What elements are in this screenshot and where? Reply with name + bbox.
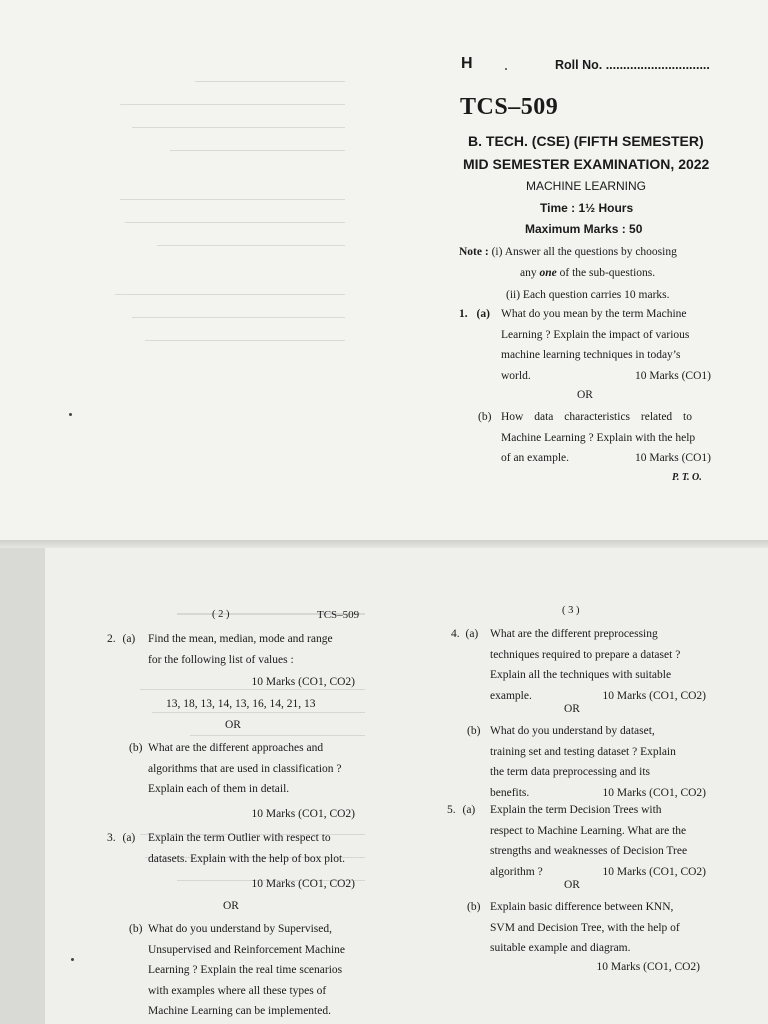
q2a-part: (a) — [122, 633, 136, 645]
q5a-part: (a) — [462, 804, 476, 816]
q2b-line-3: Explain each of them in detail. — [148, 783, 290, 795]
question-5a — [447, 800, 707, 878]
question-1a — [459, 304, 711, 382]
speck — [69, 413, 72, 416]
q5b-line-2: SVM and Decision Tree, with the help of — [490, 921, 680, 934]
note-label: Note : — [459, 246, 489, 258]
q1a-marks: 10 Marks (CO1) — [634, 369, 711, 382]
program-title: B. TECH. (CSE) (FIFTH SEMESTER) — [468, 133, 704, 149]
q3b-line-4: with examples where all these types of — [148, 984, 327, 997]
q1a-part: (a) — [476, 308, 490, 320]
page-fold-shadow — [0, 540, 768, 548]
q2a-line-1: Find the mean, median, mode and range — [148, 633, 333, 645]
q3-or: OR — [223, 900, 239, 912]
q4a-line-1: What are the different preprocessing — [490, 628, 658, 640]
q5a-line-1: Explain the term Decision Trees with — [490, 804, 662, 816]
exam-pages-2-3 — [45, 548, 768, 1024]
q5b-line-3: suitable example and diagram. — [490, 942, 631, 954]
q5b-line-1: Explain basic difference between KNN, — [490, 901, 674, 913]
subject-title: MACHINE LEARNING — [526, 179, 647, 193]
q4-or: OR — [564, 703, 580, 715]
q4a-part: (a) — [465, 628, 479, 640]
question-3b — [129, 919, 369, 1017]
q4a-line-3: Explain all the techniques with suitable — [490, 669, 672, 681]
q1b-part: (b) — [478, 411, 492, 423]
q5a-line-4: algorithm ? — [490, 865, 543, 878]
q5-or: OR — [564, 879, 580, 891]
bleed-through-text — [95, 75, 345, 435]
q2a-line-2: for the following list of values : — [148, 653, 294, 666]
page-3-number: ( 3 ) — [562, 605, 580, 616]
q4b-marks: 10 Marks (CO1, CO2) — [602, 786, 706, 799]
q2a-marks: 10 Marks (CO1, CO2) — [251, 676, 355, 688]
note-i-text-a: Answer all the questions by choosing — [504, 246, 677, 258]
q5a-marks: 10 Marks (CO1, CO2) — [602, 865, 706, 878]
q1a-line-3: machine learning techniques in today’s — [501, 349, 681, 361]
paper-code: TCS–509 — [460, 94, 559, 120]
q2b-part: (b) — [129, 742, 143, 754]
page-2-code: TCS–509 — [317, 609, 360, 621]
question-5b — [467, 897, 707, 954]
note-i-text-b1: any — [520, 266, 540, 279]
q5a-line-3: strengths and weaknesses of Decision Tree — [490, 845, 688, 857]
q5-number: 5. — [447, 804, 456, 816]
q4b-part: (b) — [467, 725, 481, 737]
roll-no-field: Roll No. .............................. — [555, 58, 710, 72]
question-1b — [478, 407, 711, 464]
q2b-line-2: algorithms that are used in classification ? — [148, 762, 342, 775]
q5b-part: (b) — [467, 901, 481, 913]
q1a-line-4: world. — [501, 369, 531, 382]
q4a-line-4: example. — [490, 689, 532, 702]
set-label: H — [461, 55, 473, 72]
q3b-part: (b) — [129, 923, 143, 935]
pto-label: P. T. O. — [672, 472, 702, 483]
q1b-marks: 10 Marks (CO1) — [634, 452, 711, 464]
q1b-line-2: Machine Learning ? Explain with the help — [501, 431, 696, 444]
q1a-line-1: What do you mean by the term Machine — [501, 308, 687, 320]
note-block — [459, 242, 719, 306]
question-2b — [129, 738, 361, 795]
q4b-line-1: What do you understand by dataset, — [490, 725, 655, 737]
question-2a — [107, 629, 362, 666]
q2b-marks: 10 Marks (CO1, CO2) — [251, 808, 355, 820]
q5a-line-2: respect to Machine Learning. What are the — [490, 824, 687, 837]
q4b-line-2: training set and testing dataset ? Explain — [490, 745, 676, 758]
q3b-line-1: What do you understand by Supervised, — [148, 923, 332, 935]
exam-title: MID SEMESTER EXAMINATION, 2022 — [463, 156, 710, 172]
note-i-num: (i) — [491, 246, 503, 258]
q1-number: 1. — [459, 308, 468, 320]
note-i-emphasis: one — [539, 266, 557, 279]
q3b-line-3: Learning ? Explain the real time scenarios — [148, 964, 343, 976]
speck — [71, 958, 74, 961]
question-4b — [467, 721, 707, 799]
page-2-number: ( 2 ) — [212, 609, 230, 620]
q5b-marks: 10 Marks (CO1, CO2) — [596, 961, 700, 973]
q2a-values: 13, 18, 13, 14, 13, 16, 14, 21, 13 — [166, 698, 316, 710]
max-marks-label: Maximum Marks : 50 — [525, 222, 643, 236]
q2b-line-1: What are the different approaches and — [148, 742, 324, 754]
q3-number: 3. — [107, 832, 116, 844]
q2-number: 2. — [107, 633, 116, 645]
q4b-line-3: the term data preprocessing and its — [490, 766, 650, 778]
q3a-part: (a) — [122, 832, 136, 844]
q4-number: 4. — [451, 628, 460, 640]
q1b-line-3: of an example. — [501, 452, 570, 464]
q3a-line-1: Explain the term Outlier with respect to — [148, 832, 331, 844]
question-4a — [451, 624, 707, 702]
time-label: Time : 1½ Hours — [540, 201, 634, 215]
question-3a — [107, 828, 362, 865]
q3b-line-2: Unsupervised and Reinforcement Machine — [148, 943, 346, 956]
q3b-line-5: Machine Learning can be implemented. — [148, 1005, 331, 1017]
q3a-marks: 10 Marks (CO1, CO2) — [251, 878, 355, 890]
q1a-line-2: Learning ? Explain the impact of various — [501, 328, 690, 341]
q1b-line-1: How data characteristics related to — [501, 411, 693, 423]
q1-or: OR — [577, 389, 593, 401]
speck — [505, 68, 507, 70]
q3a-line-2: datasets. Explain with the help of box plot. — [148, 852, 346, 865]
note-i-text-b2: of the sub-questions. — [556, 266, 656, 279]
note-ii: (ii) Each question carries 10 marks. — [506, 289, 670, 301]
q4a-marks: 10 Marks (CO1, CO2) — [602, 689, 706, 702]
q2-or: OR — [225, 719, 241, 731]
q4a-line-2: techniques required to prepare a dataset ? — [490, 648, 681, 661]
q4b-line-4: benefits. — [490, 786, 530, 799]
